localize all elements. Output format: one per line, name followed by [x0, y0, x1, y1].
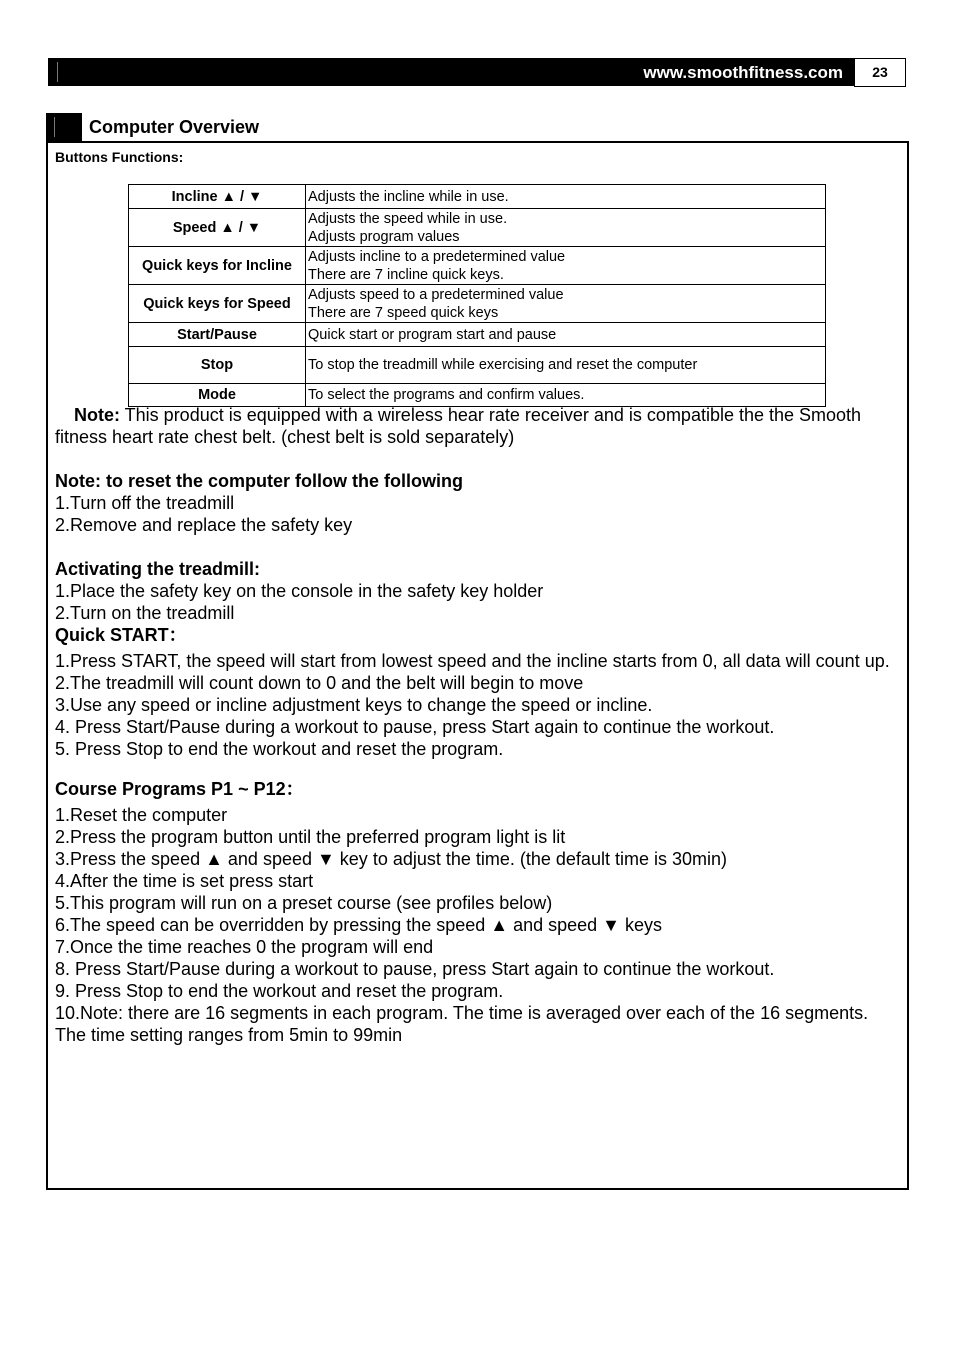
- button-name: Quick keys for Incline: [129, 247, 306, 285]
- list-item: 3.Use any speed or incline adjustment keys to change the speed or incline.: [55, 695, 653, 715]
- table-row: [129, 347, 826, 384]
- button-description: To select the programs and confirm values.: [306, 384, 826, 407]
- button-description: Adjusts incline to a predetermined value There are 7 incline quick keys.: [306, 247, 826, 285]
- website-url: www.smoothfitness.com: [643, 63, 843, 82]
- instructions-body: [55, 404, 895, 1046]
- button-description: Adjusts the incline while in use.: [306, 185, 826, 209]
- button-name: Stop: [129, 347, 306, 384]
- list-item: 2.Remove and replace the safety key: [55, 515, 353, 535]
- activating-heading: Activating the treadmill:: [55, 559, 261, 579]
- section-marker: [46, 113, 82, 141]
- button-name: Incline ▲ / ▼: [129, 185, 306, 209]
- table-row: [129, 285, 826, 323]
- button-description: To stop the treadmill while exercising and reset the computer: [306, 347, 826, 384]
- list-item: 1.Turn off the treadmill: [55, 493, 235, 513]
- table-row: [129, 323, 826, 347]
- section-title: Computer Overview: [89, 117, 260, 137]
- list-item: 3.Press the speed ▲ and speed ▼ key to adjust the time. (the default time is 30min): [55, 849, 727, 869]
- list-item: 9. Press Stop to end the workout and reset the program.: [55, 981, 504, 1001]
- button-description: Quick start or program start and pause: [306, 323, 826, 347]
- button-functions-table: [128, 184, 826, 407]
- table-row: [129, 247, 826, 285]
- course-programs-heading: Course Programs P1 ~ P12：: [55, 779, 304, 799]
- button-description: Adjusts speed to a predetermined value There are 7 speed quick keys: [306, 285, 826, 323]
- button-name: Mode: [129, 384, 306, 407]
- button-description: Adjusts the speed while in use. Adjusts program values: [306, 209, 826, 247]
- header-divider: [57, 62, 58, 82]
- list-item: 4.After the time is set press start: [55, 871, 314, 891]
- table-row: [129, 209, 826, 247]
- page-number: 23: [854, 58, 906, 87]
- list-item: 2.The treadmill will count down to 0 and the belt will begin to move: [55, 673, 584, 693]
- list-item: 8. Press Start/Pause during a workout to pause, press Start again to continue the workout.: [55, 959, 775, 979]
- buttons-functions-heading: Buttons Functions:: [55, 149, 184, 165]
- quick-start-heading: Quick START：: [55, 625, 187, 645]
- list-item: 2.Press the program button until the preferred program light is lit: [55, 827, 566, 847]
- list-item: 1.Press START, the speed will start from lowest speed and the incline starts from 0, all data will count up.: [55, 651, 890, 671]
- list-item: 2.Turn on the treadmill: [55, 603, 235, 623]
- list-item: 5.This program will run on a preset course (see profiles below): [55, 893, 553, 913]
- header-bar: [48, 58, 854, 86]
- list-item: 6.The speed can be overridden by pressing the speed ▲ and speed ▼ keys: [55, 915, 663, 935]
- button-name: Speed ▲ / ▼: [129, 209, 306, 247]
- list-item: 10.Note: there are 16 segments in each program. The time is averaged over each of the 16 segments. The time setting ranges from 5min to 99min: [55, 1003, 869, 1045]
- list-item: 4. Press Start/Pause during a workout to pause, press Start again to continue the workout.: [55, 717, 775, 737]
- table-row: [129, 185, 826, 209]
- reset-heading: Note: to reset the computer follow the following: [55, 471, 463, 491]
- list-item: 1.Place the safety key on the console in the safety key holder: [55, 581, 544, 601]
- button-name: Quick keys for Speed: [129, 285, 306, 323]
- list-item: 7.Once the time reaches 0 the program will end: [55, 937, 434, 957]
- button-name: Start/Pause: [129, 323, 306, 347]
- list-item: 5. Press Stop to end the workout and reset the program.: [55, 739, 504, 759]
- wireless-note: Note: This product is equipped with a wireless hear rate receiver and is compatible the the Smooth fitness heart rate chest belt. (chest belt is sold separately): [55, 405, 862, 447]
- list-item: 1.Reset the computer: [55, 805, 228, 825]
